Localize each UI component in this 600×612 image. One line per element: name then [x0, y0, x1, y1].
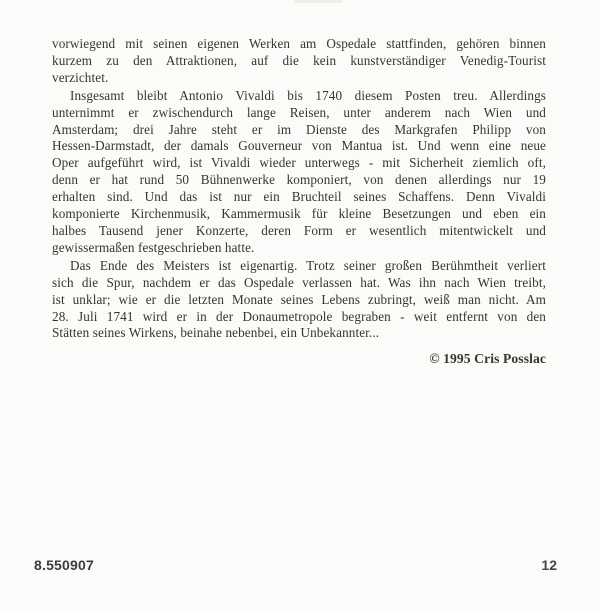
text-line: komponierte Kirchenmusik, Kammermusik für kleine Besetzungen und eben ein [52, 206, 546, 222]
text-line: denn er hat rund 50 Bühnenwerke komponiert, von denen allerdings nur 19 [52, 172, 546, 188]
text-line: 28. Juli 1741 wird er in der Donaumetropole begraben - weit entfernt von den [52, 308, 546, 324]
text-line: Das Ende des Meisters ist eigenartig. Trotz seiner großen Berühmtheit verliert [70, 257, 546, 273]
text-line: Amsterdam; drei Jahre steht er im Dienste des Markgrafen Philipp von [52, 121, 546, 137]
text-line: Hessen-Darmstadt, der damals Gouverneur von Mantua ist. Und wenn eine neue [52, 138, 546, 154]
text-line: sich die Spur, nachdem er das Ospedale verlassen hat. Was ihn nach Wien treibt, [52, 274, 546, 290]
scan-artifact [294, 0, 342, 3]
catalog-number: 8.550907 [34, 557, 94, 573]
text-line: Oper aufgeführt wird, ist Vivaldi wieder unterwegs - mit Sicherheit ziemlich oft, [52, 155, 546, 171]
article-text-block [52, 36, 546, 368]
text-line: kurzem zu den Attraktionen, auf die kein kunstverständiger Venedig-Tourist [52, 52, 546, 68]
text-line: Insgesamt bleibt Antonio Vivaldi bis 1740 diesem Posten treu. Allerdings [70, 87, 546, 103]
paragraph [52, 88, 546, 257]
paragraph [52, 258, 546, 343]
paragraph [52, 36, 546, 87]
text-line: ist unklar; wie er die letzten Monate seines Lebens zubringt, weiß man nicht. Am [52, 291, 546, 307]
text-line: erhalten sind. Und das ist nur ein Bruchteil seines Schaffens. Denn Vivaldi [52, 189, 546, 205]
text-line: vorwiegend mit seinen eigenen Werken am Ospedale stattfinden, gehören binnen [52, 36, 546, 51]
copyright-line: © 1995 Cris Posslac [429, 351, 546, 367]
article-paragraphs [52, 36, 546, 342]
text-line: unternimmt er zwischendurch lange Reisen, unter anderem nach Wien und [52, 104, 546, 120]
page-number: 12 [541, 557, 557, 573]
text-line: halbes Tausend jener Konzerte, deren Form er wesentlich mitentwickelt und [52, 222, 546, 238]
text-line: gewissermaßen festgeschrieben hatte. [52, 239, 255, 255]
text-line: Stätten seines Wirkens, beinahe nebenbei, ein Unbekannter... [52, 325, 380, 341]
text-line: verzichtet. [52, 69, 109, 85]
